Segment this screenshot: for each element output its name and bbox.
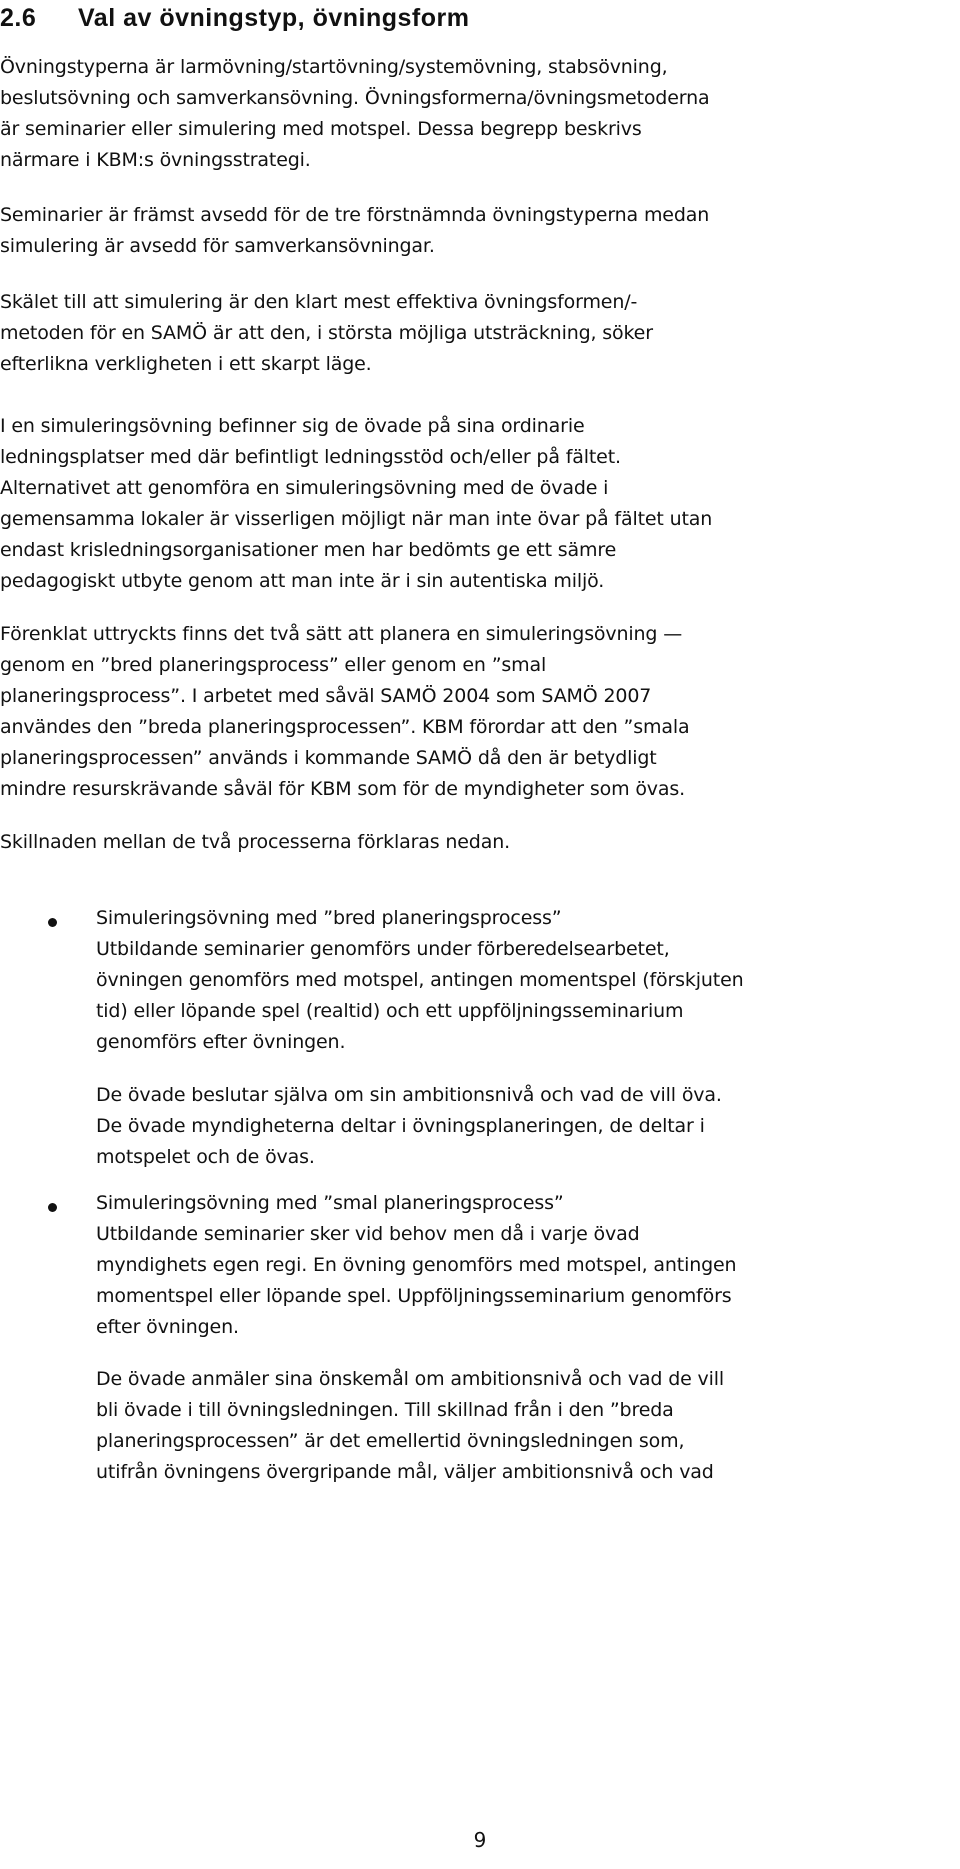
text-line: genomförs efter övningen. (96, 1031, 346, 1053)
text-line: Utbildande seminarier genomförs under förberedelsearbetet, (96, 938, 670, 960)
paragraph-seminars (0, 200, 960, 262)
section-title: Val av övningstyp, övningsform (78, 4, 470, 32)
bullet-broad-process (96, 903, 960, 1058)
text-line: planeringsprocess”. I arbetet med såväl SAMÖ 2004 som SAMÖ 2007 (0, 685, 652, 707)
text-line: utifrån övningens övergripande mål, väljer ambitionsnivå och vad (96, 1461, 714, 1483)
text-line: Skillnaden mellan de två processerna förklaras nedan. (0, 831, 510, 853)
text-line: mindre resurskrävande såväl för KBM som för de myndigheter som övas. (0, 778, 686, 800)
text-line: gemensamma lokaler är visserligen möjligt när man inte övar på fältet utan (0, 508, 713, 530)
text-line: Alternativet att genomföra en simuleringsövning med de övade i (0, 477, 609, 499)
bullet-narrow-process-details (96, 1364, 960, 1488)
text-line: beslutsövning och samverkansövning. Övningsformerna/övningsmetoderna (0, 87, 710, 109)
text-line: De övade myndigheterna deltar i övningsplaneringen, de deltar i (96, 1115, 705, 1137)
text-line: användes den ”breda planeringsprocessen”. KBM förordar att den ”smala (0, 716, 690, 738)
text-line: De övade beslutar själva om sin ambitionsnivå och vad de vill öva. (96, 1084, 722, 1106)
text-line: efter övningen. (96, 1316, 239, 1338)
paragraph-difference (0, 827, 960, 858)
text-line: övningen genomförs med motspel, antingen momentspel (förskjuten (96, 969, 744, 991)
text-line: Skälet till att simulering är den klart mest effektiva övningsformen/- (0, 291, 638, 313)
bullet-title: Simuleringsövning med ”bred planeringsprocess” (96, 907, 562, 929)
text-line: är seminarier eller simulering med motspel. Dessa begrepp beskrivs (0, 118, 642, 140)
bullet-dot (48, 1203, 57, 1212)
text-line: närmare i KBM:s övningsstrategi. (0, 149, 311, 171)
bullet-narrow-process (96, 1188, 960, 1343)
text-line: Övningstyperna är larmövning/startövning/systemövning, stabsövning, (0, 56, 668, 78)
text-line: ledningsplatser med där befintligt ledningsstöd och/eller på fältet. (0, 446, 621, 468)
text-line: planeringsprocessen” används i kommande SAMÖ då den är betydligt (0, 747, 657, 769)
section-number: 2.6 (0, 4, 37, 32)
text-line: planeringsprocessen” är det emellertid övningsledningen som, (96, 1430, 685, 1452)
text-line: De övade anmäler sina önskemål om ambitionsnivå och vad de vill (96, 1368, 725, 1390)
paragraph-simulation-exercise (0, 411, 960, 597)
text-line: pedagogiskt utbyte genom att man inte är i sin autentiska miljö. (0, 570, 605, 592)
text-line: Förenklat uttryckts finns det två sätt att planera en simuleringsövning — (0, 623, 683, 645)
bullet-broad-process-details (96, 1080, 960, 1173)
text-line: simulering är avsedd för samverkansövningar. (0, 235, 435, 257)
paragraph-simulation-reason (0, 287, 960, 380)
text-line: motspelet och de övas. (96, 1146, 315, 1168)
text-line: Utbildande seminarier sker vid behov men då i varje övad (96, 1223, 640, 1245)
text-line: bli övade i till övningsledningen. Till skillnad från i den ”breda (96, 1399, 674, 1421)
text-line: momentspel eller löpande spel. Uppföljningsseminarium genomförs (96, 1285, 732, 1307)
text-line: efterlikna verkligheten i ett skarpt läge. (0, 353, 372, 375)
section-heading (0, 2, 469, 34)
text-line: endast krisledningsorganisationer men har bedömts ge ett sämre (0, 539, 617, 561)
text-line: genom en ”bred planeringsprocess” eller genom en ”smal (0, 654, 547, 676)
bullet-title: Simuleringsövning med ”smal planeringsprocess” (96, 1192, 564, 1214)
paragraph-planning-process (0, 619, 960, 805)
text-line: metoden för en SAMÖ är att den, i största möjliga utsträckning, söker (0, 322, 653, 344)
bullet-dot (48, 918, 57, 927)
paragraph-exercise-types (0, 52, 960, 176)
page-number: 9 (473, 1828, 487, 1852)
text-line: myndighets egen regi. En övning genomförs med motspel, antingen (96, 1254, 737, 1276)
text-line: tid) eller löpande spel (realtid) och ett uppföljningsseminarium (96, 1000, 684, 1022)
text-line: Seminarier är främst avsedd för de tre förstnämnda övningstyperna medan (0, 204, 710, 226)
text-line: I en simuleringsövning befinner sig de övade på sina ordinarie (0, 415, 585, 437)
